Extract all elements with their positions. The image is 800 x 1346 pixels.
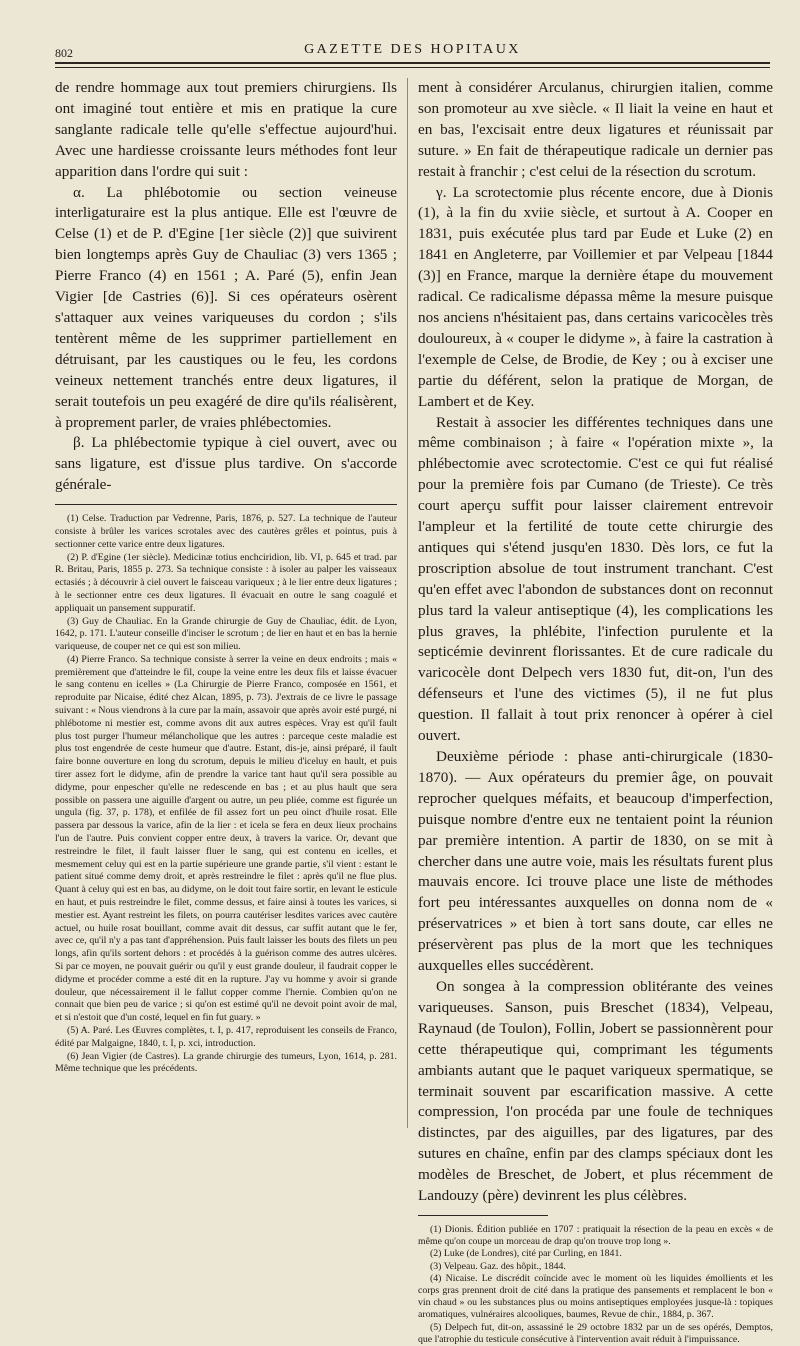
- footnote: (2) P. d'Egine (1er siècle). Medicinæ totius enchciridion, lib. VI, p. 645 et trad. par R. Britau, Paris, 1855 p. 273. Sa technique consiste : à isoler au palper les vaisseaux ectasiés ; à découvrir à ciel ouvert le faisceau variqueux ; à le lier entre deux ligatures ; à le sectionner entre ces deux ligatures. Il évacuait en outre le sang coagulé et appliquait un pansement suppuratif.: [55, 551, 397, 614]
- footnote: (4) Nicaise. Le discrédit coïncide avec le moment où les liquides émollients et les corps gras prennent droit de cité dans la pratique des pansements et remplacent le bon « vin chaud » ou les substances plus ou moins antiseptiques employées jusque-là : topiques aromatiques, vulnéraires alcooliques, baumes, Revue de chir., 1884, p. 367.: [418, 1272, 773, 1321]
- body-paragraph: α. La phlébotomie ou section veineuse interligaturaire est la plus antique. Elle est l'œuvre de Celse (1) et de P. d'Egine [1er siècle (2)] que suivirent bien longtemps après Guy de Chauliac (3) vers 1365 ; Pierre Franco (4) en 1561 ; A. Paré (5), enfin Jean Vigier [de Castries (6)]. Si ces opérateurs osèrent s'attaquer aux veines variqueuses du cordon ; s'ils tentèrent même de les supprimer partiellement en détruisant, par les caustiques ou le feu, les cordons veineux nettement tranchés entre deux ligatures, il serait toutefois un peu exagéré de dire qu'ils réalisèrent, à proprement parler, de vraies phlébectomies.: [55, 183, 397, 431]
- body-paragraph: ment à considérer Arculanus, chirurgien italien, comme son promoteur au xve siècle. « Il liait la veine en haut et en bas, l'excisait entre deux ligatures et réunissait par suture. » En fait de thérapeutique radicale un dernier pas restait à franchir ; c'est celui de la résection du scrotum.: [418, 79, 773, 180]
- footnote: (4) Pierre Franco. Sa technique consiste à serrer la veine en deux endroits ; mais « premièrement que d'atteindre le fil, coupe la veine entre les deux fils et laisse évacuer le sang contenu en icelles » (La Chirurgie de Pierre Franco, composée en 1561, et reproduite par Nicaise, édité chez Alcan, 1895, p. 73). J'extrais de ce livre le passage suivant : « Nous viendrons à la cure par la main, assavoir que après avoir esté purgé, ni phlébotome ni mestier est, comme avons dit aux autres espèces. Vray est qu'il fault plus tost purger l'humeur mélancholique que les autres : parceque ceste maladie est plus tost engendrée de ceste humeur que d'autre. Estant, dis-je, ainsi préparé, il fault faire bonne ouverture en long du scrotum, depuis le milieu d'iceluy en hault, et puis tirer assez fort le didyme, afin de prendre la varice tant haut qu'il sera possible au didyme, pour enpescher qu'elle ne redescende en bas ; et au plus hault que sera possible on passera une aiguille d'argent ou autre, un peu pliée, comme est figurée un ungula (fig. 37, p. 178), et enfilée de fil assez fort un peu oinct d'huile rosat. Elle passera par dessous la varice, afin de la lier : et icela se fera en deux lieux prochains l'un de l'autre. Puis convient copper entre deux, à travers la varice. Or, devant que restreindre le filet, il fault laisser fluer le sang, qui est contenu en icelles, et mesmement celuy qui est en la partie supérieure une grande partie, s'il vient : estant le patient situé comme demy droit, et après restreindre le filet : après qu'il ne flue plus. Quant à celuy qui est en bas, au didyme, on le doit tout faire sortir, en levant le esticule en haut, et puis restreindre le filet, comme dessus, et faire ainsi à toutes les varices, si mestier est. Ayant restreint les filets, on pourra cautériser lesdites varices avec cautère actuel, ou huile rosat bouillant, comme avait dit dessus, car suffit autant que le fer, avec ce, qu'il n'y a pas tant d'appréhension. Puis fault laisser les bouts des filets un peu longs, afin qu'ils sortent dehors : et procédés à la guérison comme des autres ulcères. Si par ce moyen, ne pouvait guérir ou qu'il y eust grande douleur, il faudrait copper le didyme et procéder comme a esté dit en la rupture. J'ay vu homme y avoir si grande douleur, que nécessairement il le fallut copper comme l'hernie. Combien qu'on ne connait que bien peu de varice ; si qu'on est estimé qu'il ne devoit point avoir de mal, et si n'estoit que d'un costé, lequel en fin fut guary. »: [55, 653, 397, 1024]
- right-column: [418, 78, 773, 1346]
- header-rule-thin: [55, 67, 770, 68]
- footnote: (1) Dionis. Édition publiée en 1707 : pratiquait la résection de la peau en excès « de même qu'on coupe un morceau de drap qu'on trouve trop long ».: [418, 1223, 773, 1248]
- body-paragraph: de rendre hommage aux tout premiers chirurgiens. Ils ont imaginé tout entière et mis en pratique la cure sanglante radicale telle qu'elle s'effectue aujourd'hui. Avec une hardiesse croissante leurs méthodes font leur apparition dans l'ordre qui suit :: [55, 79, 397, 180]
- body-paragraph: Restait à associer les différentes techniques dans une même combinaison ; à faire « l'opération mixte », la phlébectomie avec scrotectomie. C'est ce qui fut réalisé pour la première fois par Cumano (de Trieste). Ce très court aperçu suffit pour laisser clairement entrevoir l'ampleur et la fertilité de toute cette chirurgie des antiques qui s'étend jusqu'en 1830. Dès lors, ce fut la proscription absolue de tout instrument tranchant. C'est qu'en effet avec l'abondon de substances dont on reconnut plus tard la valeur antiseptique (4), les complications les plus graves, la phlébite, l'infection purulente et la septicémie devinrent florissantes. Et de cure radicale du varicocèle dont Delpech vers 1830 fut, dit-on, l'un des défenseurs et l'une des victimes (5), il ne fut plus question. Il fallait à tout prix renoncer à opérer à ciel ouvert.: [418, 413, 773, 745]
- body-paragraph: γ. La scrotectomie plus récente encore, due à Dionis (1), à la fin du xviie siècle, et surtout à A. Cooper en 1831, puis exécutée plus tard par Eude et Luke (2) en 1841 en Angleterre, par Voillemier et par Velpeau [1844 (3)] en France, marque la dernière étape du mouvement radical. Ce radicalisme dépassa même la mesure puisque nos anciens n'hésitaient pas, dans certains varicocèles très douloureux, à « couper le didyme », à faire la castration à l'exemple de Celse, de Brodie, de Key ; ou à exciser une partie du déférent, selon la pratique de Morgan, de Lambert et de Key.: [418, 183, 773, 410]
- running-title: GAZETTE DES HOPITAUX: [304, 42, 521, 57]
- footnote: (3) Guy de Chauliac. En la Grande chirurgie de Guy de Chauliac, édit. de Lyon, 1642, p. 171. L'auteur conseille d'inciser le scrotum ; de lier en haut et en bas la hernie variqueuse, de couper net ce qui est son milieu.: [55, 615, 397, 653]
- section-heading-paragraph: Deuxième période : phase anti-chirurgicale (1830-1870). — Aux opérateurs du premier âge, on pouvait reprocher quelques méfaits, et beaucoup d'imperfection, puisque nombre d'entre eux ne tentaient point la réunion par première intention. A partir de 1830, on se mit à chercher dans une autre voie, mais les résultats furent plus mauvais encore. Ici trouve place une liste de méthodes fort peu intéressantes auxquelles on donna nom de « préservatrices » et bien à tort sans doute, car elles ne préservèrent pas plus de la mort que les techniques auxquelles elles succédèrent.: [418, 748, 773, 975]
- left-column: [55, 78, 397, 1076]
- body-paragraph: On songea à la compression oblitérante des veines variqueuses. Sanson, puis Breschet (1834), Velpeau, Raynaud (de Toulon), Follin, Jobert se passionnèrent pour cette thérapeutique qui, comprimant les téguments ambiants autant que le paquet variqueux spermatique, se terminait souvent par escarification massive. A cette compression, l'on procéda par une foule de techniques distinctes, par des aiguilles, par des ligatures, par des sutures en chaîne, enfin par des clamps spéciaux dont les modèles de Breschet, de Jobert, et plus récemment de Landouzy (père) devinrent les plus célèbres.: [418, 977, 773, 1205]
- footnote: (2) Luke (de Londres), cité par Curling, en 1841.: [430, 1248, 622, 1260]
- footnote: (6) Jean Vigier (de Castres). La grande chirurgie des tumeurs, Lyon, 1614, p. 281. Même technique que les précédents.: [55, 1050, 397, 1075]
- page-header: [55, 38, 770, 72]
- footnote: (5) A. Paré. Les Œuvres complètes, t. I, p. 417, reproduisent les conseils de Franco, édité par Malgaigne, 1840, t. I, p. xci, introduction.: [55, 1025, 397, 1049]
- footnote-rule: [418, 1215, 548, 1216]
- footnote-rule: [55, 504, 397, 505]
- page-number: 802: [55, 46, 73, 60]
- column-divider: [407, 78, 408, 1128]
- body-paragraph: β. La phlébectomie typique à ciel ouvert, avec ou sans ligature, est d'issue plus tardive. On s'accorde générale-: [55, 434, 397, 494]
- footnote: (3) Velpeau. Gaz. des hôpit., 1844.: [430, 1260, 566, 1272]
- footnote: (1) Celse. Traduction par Vedrenne, Paris, 1876, p. 527. La technique de l'auteur consiste à brûler les varices scrotales avec des cautères grêles et pointus, puis à sectionner cette varice entre deux ligatures.: [55, 513, 397, 550]
- footnote: (5) Delpech fut, dit-on, assassiné le 29 octobre 1832 par un de ses opérés, Demptos, que l'atrophie du testicule consécutive à l'intervention avait réduit à l'impuissance.: [418, 1321, 773, 1345]
- header-rule: [55, 62, 770, 64]
